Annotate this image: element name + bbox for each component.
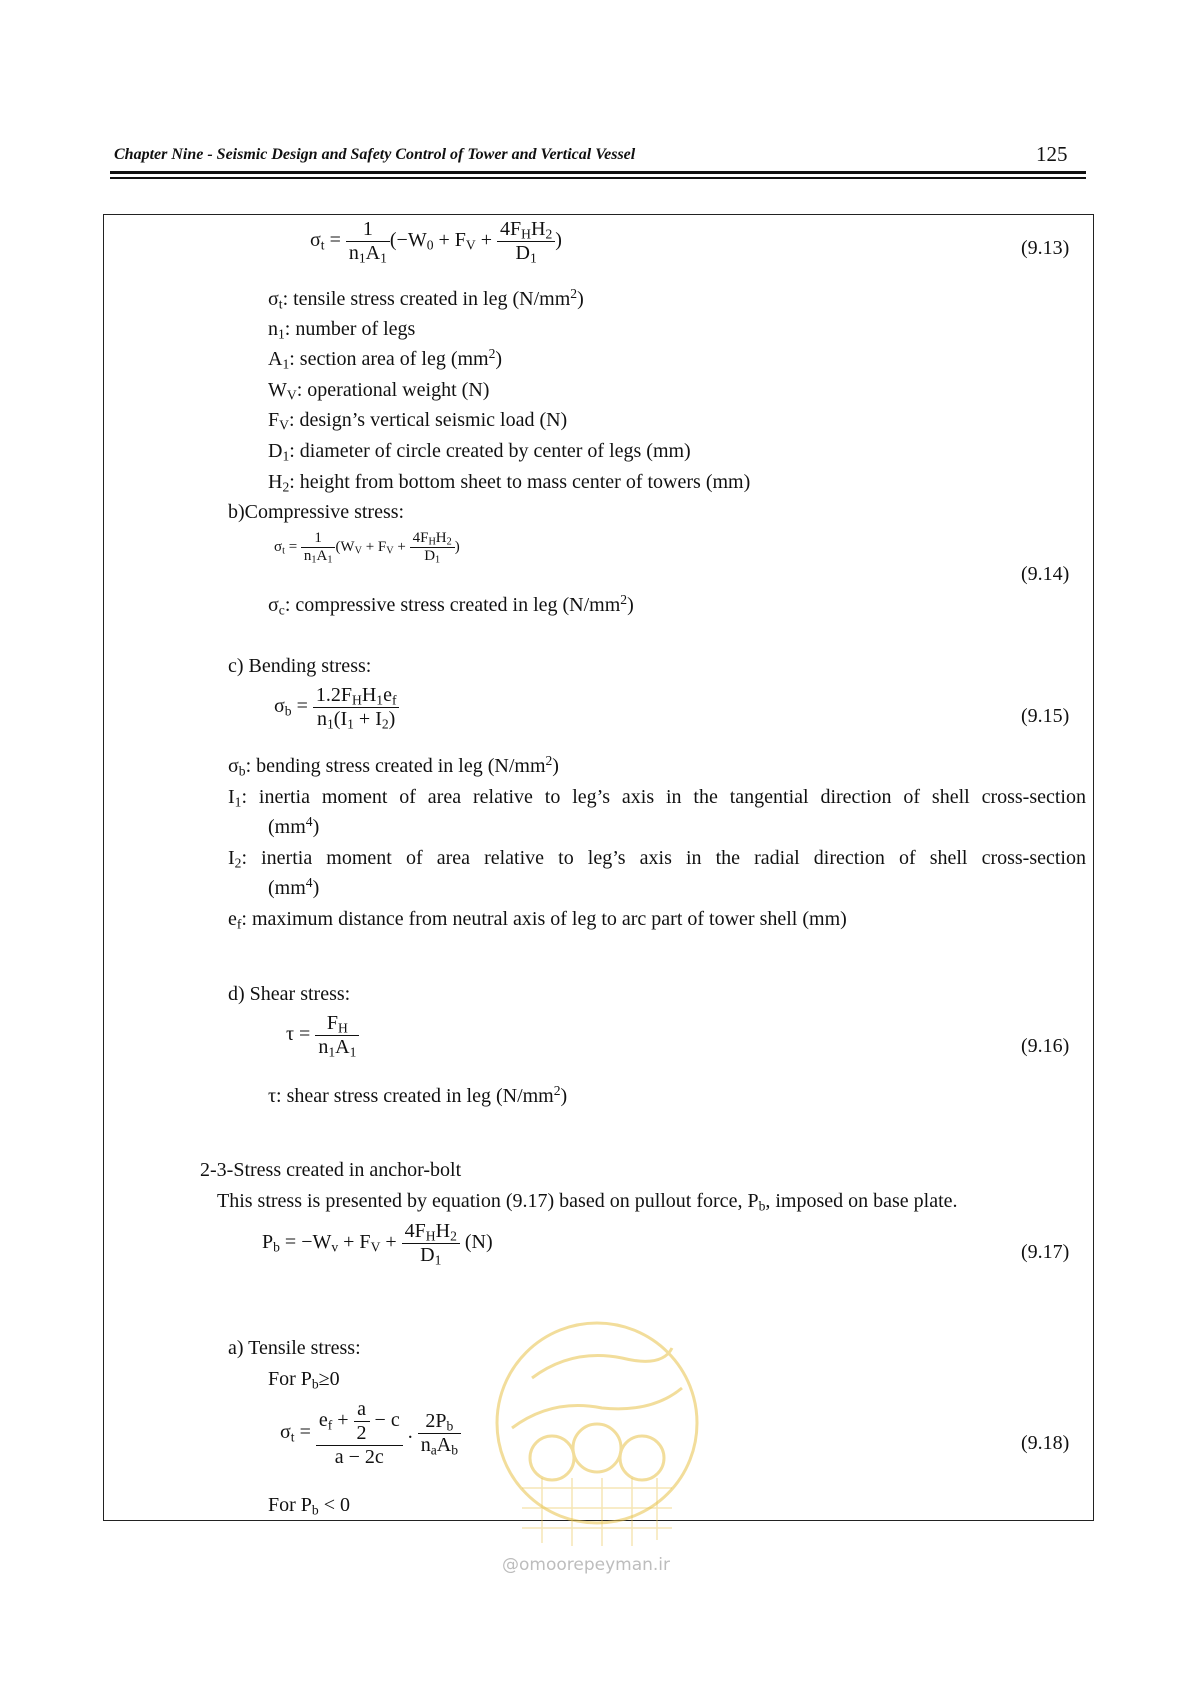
fraction-a-over-2: $\frac{a}{2}$ — [354, 1398, 370, 1445]
equation-9-18: $\sigma_t$ = $e_f$ + $\frac{a}{2}$ − c a − 2c . $\frac{2P_b}{n_aA_b}$ — [280, 1398, 461, 1469]
definition-fv: $F_V$: design’s vertical seismic load (N) — [268, 409, 568, 433]
fraction-1-over-n1a1: $\frac{1}{n_1A_1}$ — [346, 218, 390, 265]
equation-9-15: $\sigma_b$ = $\frac{1.2F_HH_1e_f}{n_1(I_1 + I_2)}$ — [274, 684, 399, 731]
fraction-bending: $\frac{1.2F_HH_1e_f}{n_1(I_1 + I_2)}$ — [313, 684, 400, 731]
equation-9-14: $\sigma_t$ = $\frac{1}{n_1A_1}$ ($W_V + F_V$ + $\frac{4F_HH_2}{D_1}$ ) — [274, 530, 460, 566]
definition-ef: $e_f$: maximum distance from neutral axis of leg to arc part of tower shell (mm) — [228, 908, 847, 932]
heading-compressive-stress: b)Compressive stress: — [228, 501, 405, 523]
equation-9-16: τ = $\frac{F_H}{n_1A_1}$ — [286, 1012, 359, 1059]
definition-h2: $H_2$: height from bottom sheet to mass center of towers (mm) — [268, 471, 751, 495]
definition-i1: $I_1$: inertia moment of area relative to leg’s axis in the tangential direction of shell cross-section — [228, 786, 1086, 810]
fraction-1-over-n1a1: $\frac{1}{n_1A_1}$ — [301, 530, 336, 565]
header-rule-thin — [110, 177, 1086, 179]
definition-a1: $A_1$: section area of leg $(mm^2)$ — [268, 346, 503, 372]
fraction-fh-over-n1a1: $\frac{F_H}{n_1A_1}$ — [315, 1012, 359, 1059]
equation-number-9-13: (9.13) — [1021, 237, 1070, 259]
definition-i1-unit: $(mm^4)$ — [268, 814, 320, 838]
definition-i2: $I_2$: inertia moment of area relative to leg’s axis in the radial direction of shell cross-section — [228, 847, 1086, 871]
condition-pb-negative: For $P_b < 0$ — [268, 1494, 350, 1518]
definition-sigma-t: $\sigma_t$: tensile stress created in leg $(N/mm^2)$ — [268, 286, 584, 312]
header-rule-thick — [110, 171, 1086, 174]
heading-tensile-stress: a) Tensile stress: — [228, 1337, 361, 1359]
page-number: 125 — [1036, 142, 1068, 166]
equation-number-9-16: (9.16) — [1021, 1035, 1070, 1057]
condition-pb-nonnegative: For $P_b\ge 0$ — [268, 1368, 340, 1392]
fraction-4fh-h2-over-d1: $\frac{4F_HH_2}{D_1}$ — [497, 218, 555, 265]
fraction-4fh-h2-over-d1: $\frac{4F_HH_2}{D_1}$ — [410, 530, 455, 565]
heading-anchor-bolt: 2-3-Stress created in anchor-bolt — [200, 1159, 462, 1181]
watermark-url: @omoorepeyman.ir — [502, 1555, 671, 1575]
equation-number-9-15: (9.15) — [1021, 705, 1070, 727]
equation-9-13: $\sigma_t$ = $\frac{1}{n_1A_1}$ ($-W_0 + F_V$ + $\frac{4F_HH_2}{D_1}$ ) — [310, 218, 562, 266]
definition-sigma-b: $\sigma_b$: bending stress created in leg $(N/mm^2)$ — [228, 753, 559, 779]
equation-9-17: $P_b = -W_v + F_V$ + $\frac{4F_HH_2}{D_1}$ (N) — [262, 1220, 493, 1268]
watermark-logo — [492, 1318, 702, 1548]
running-header-title: Chapter Nine - Seismic Design and Safety Control of Tower and Vertical Vessel — [114, 146, 636, 163]
heading-bending-stress: c) Bending stress: — [228, 655, 372, 677]
definition-d1: $D_1$: diameter of circle created by center of legs (mm) — [268, 440, 691, 464]
definition-wv: $W_V$: operational weight (N) — [268, 379, 490, 403]
definition-i2-unit: $(mm^4)$ — [268, 875, 320, 899]
definition-sigma-c: $\sigma_c$: compressive stress created in leg $(N/mm^2)$ — [268, 592, 634, 618]
fraction-4fh-h2-over-d1: $\frac{4F_HH_2}{D_1}$ — [402, 1220, 460, 1267]
equation-number-9-18: (9.18) — [1021, 1432, 1070, 1454]
definition-tau: τ: shear stress created in leg $(N/mm^2)$ — [268, 1083, 568, 1107]
equation-number-9-14: (9.14) — [1021, 563, 1070, 585]
equation-number-9-17: (9.17) — [1021, 1241, 1070, 1263]
definition-n1: $n_1$: number of legs — [268, 318, 416, 342]
fraction-2pb-over-naab: $\frac{2P_b}{n_aA_b}$ — [418, 1410, 461, 1457]
fraction-eccentricity: $e_f$ + $\frac{a}{2}$ − c a − 2c — [316, 1398, 403, 1469]
heading-shear-stress: d) Shear stress: — [228, 983, 351, 1005]
paragraph-anchor-bolt: This stress is presented by equation (9.17) based on pullout force, $P_b$, imposed on base plate. — [217, 1190, 958, 1214]
